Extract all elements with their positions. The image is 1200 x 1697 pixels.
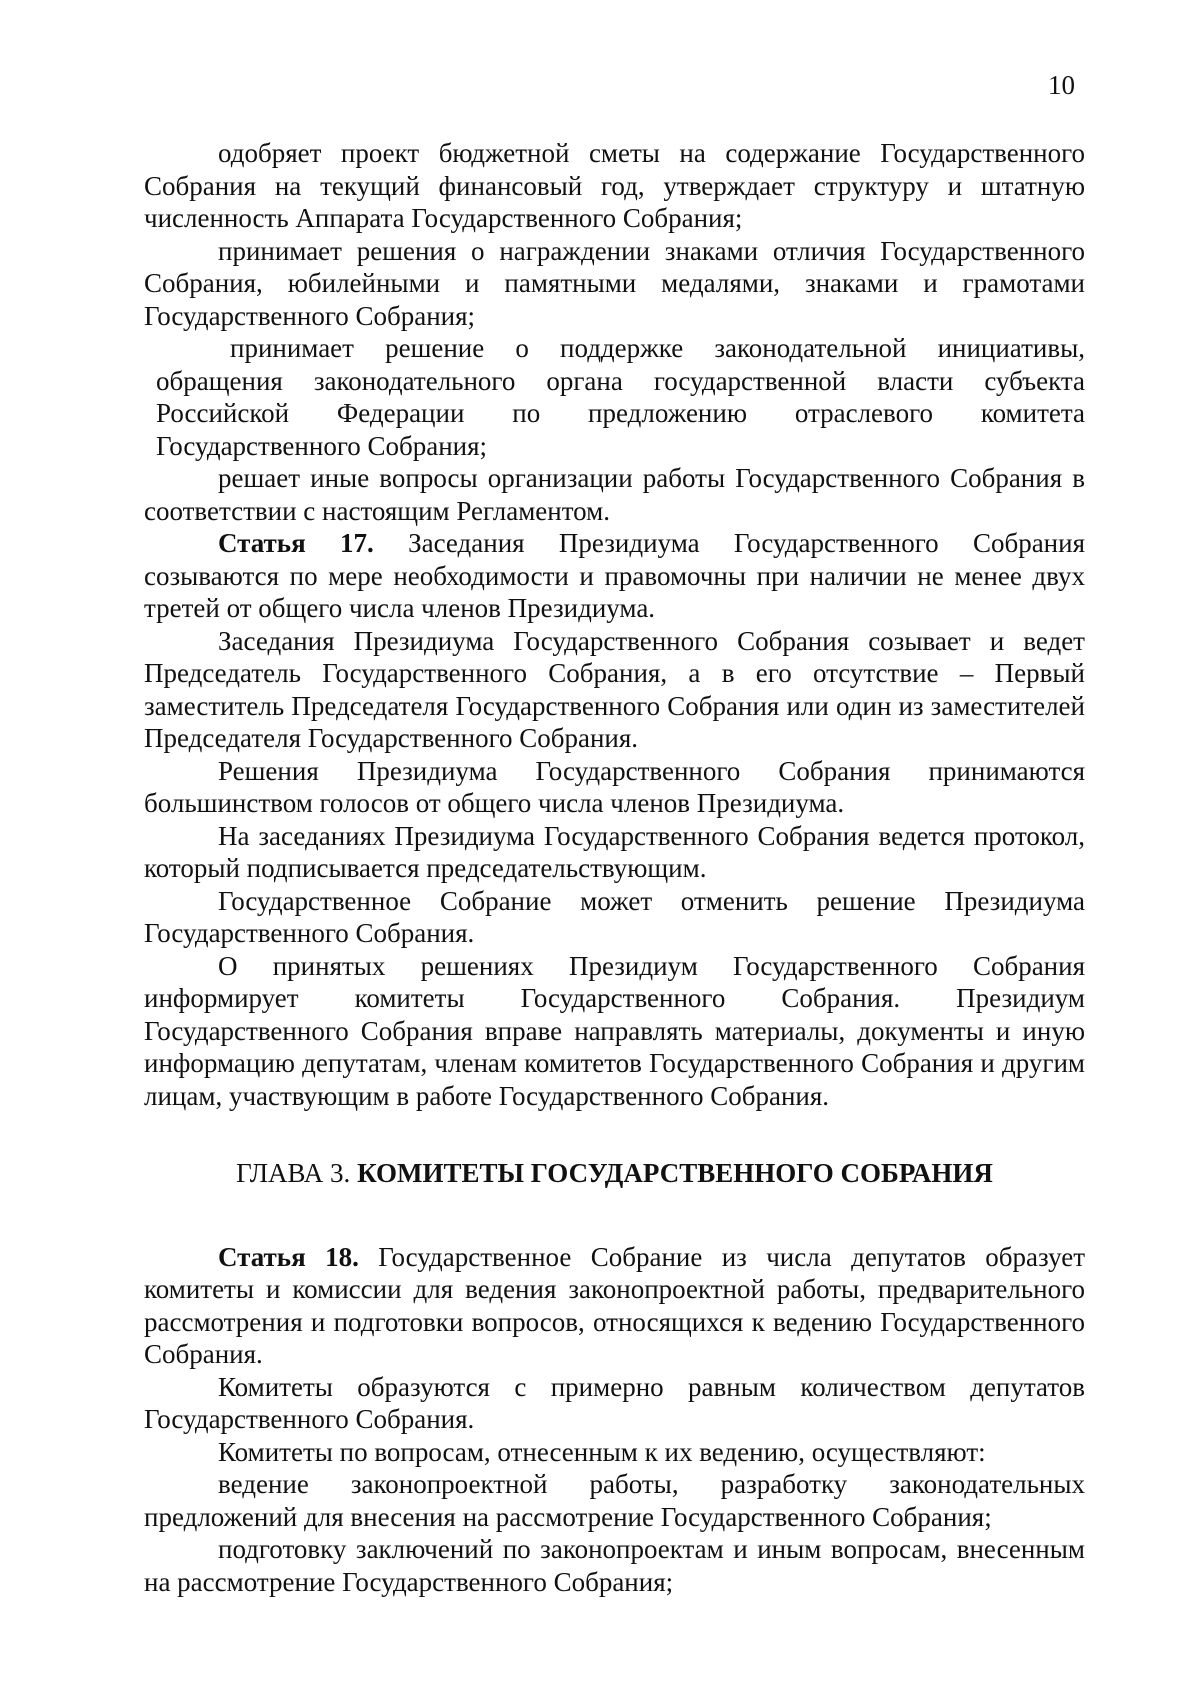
page-number: 10 bbox=[1048, 70, 1075, 100]
paragraph: одобряет проект бюджетной сметы на содержание Государственного Собрания на текущий финансовый год, утверждает структуру и штатную численность Аппарата Государственного Собрания; bbox=[144, 138, 1085, 233]
paragraph: Государственное Собрание может отменить решение Президиума Государственного Собрания. bbox=[144, 885, 1085, 948]
article-18-label: Статья 18. bbox=[218, 1241, 359, 1272]
paragraph: ведение законопроектной работы, разработку законодательных предложений для внесения на рассмотрение Государственного Собрания; bbox=[144, 1469, 1085, 1532]
article-18-text: Государственное Собрание из числа депутатов образует комитеты и комиссии для ведения законопроектной работы, предварительного рассмотрения и подготовки вопросов, относящихся к ведению Государственного Собрания. bbox=[144, 1241, 1085, 1369]
article-17-text: Заседания Президиума Государственного Собрания созываются по мере необходимости и правомочны при наличии не менее двух третей от общего числа членов Президиума. bbox=[144, 528, 1085, 623]
chapter-title: КОМИТЕТЫ ГОСУДАРСТВЕННОГО СОБРАНИЯ bbox=[357, 1158, 993, 1188]
article-18-paragraph bbox=[144, 1241, 1085, 1371]
paragraph: Комитеты образуются с примерно равным количеством депутатов Государственного Собрания. bbox=[144, 1371, 1085, 1434]
paragraph: Заседания Президиума Государственного Собрания созывает и ведет Председатель Государственного Собрания, а в его отсутствие – Первый заместитель Председателя Государственного Собрания или один из заместителей Председателя Государственного Собрания. bbox=[144, 625, 1085, 753]
paragraph: подготовку заключений по законопроектам и иным вопросам, внесенным на рассмотрение Государственного Собрания; bbox=[144, 1534, 1085, 1597]
paragraph: Комитеты по вопросам, отнесенным к их ведению, осуществляют: bbox=[218, 1436, 986, 1467]
article-17-label: Статья 17. bbox=[218, 528, 374, 558]
paragraph: Решения Президиума Государственного Собрания принимаются большинством голосов от общего числа членов Президиума. bbox=[144, 755, 1085, 818]
chapter-heading bbox=[144, 1157, 1085, 1190]
chapter-prefix: ГЛАВА 3. bbox=[236, 1158, 351, 1188]
paragraph: На заседаниях Президиума Государственного Собрания ведется протокол, который подписывается председательствующим. bbox=[144, 820, 1085, 883]
article-17-paragraph bbox=[144, 527, 1085, 625]
paragraph: принимает решение о поддержке законодательной инициативы, обращения законодательного органа государственной власти субъекта Российской Федерации по предложению отраслевого комитета Государственного Собрания; bbox=[156, 333, 1085, 461]
paragraph: решает иные вопросы организации работы Государственного Собрания в соответствии с настоящим Регламентом. bbox=[144, 463, 1085, 526]
paragraph: О принятых решениях Президиум Государственного Собрания информирует комитеты Государственного Собрания. Президиум Государственного Собрания вправе направлять материалы, документы и иную информацию депутатам, членам комитетов Государственного Собрания и другим лицам, участвующим в работе Государственного Собрания. bbox=[144, 950, 1085, 1111]
paragraph: принимает решения о награждении знаками отличия Государственного Собрания, юбилейными и памятными медалями, знаками и грамотами Государственного Собрания; bbox=[144, 235, 1085, 331]
document-body bbox=[144, 137, 1085, 1598]
